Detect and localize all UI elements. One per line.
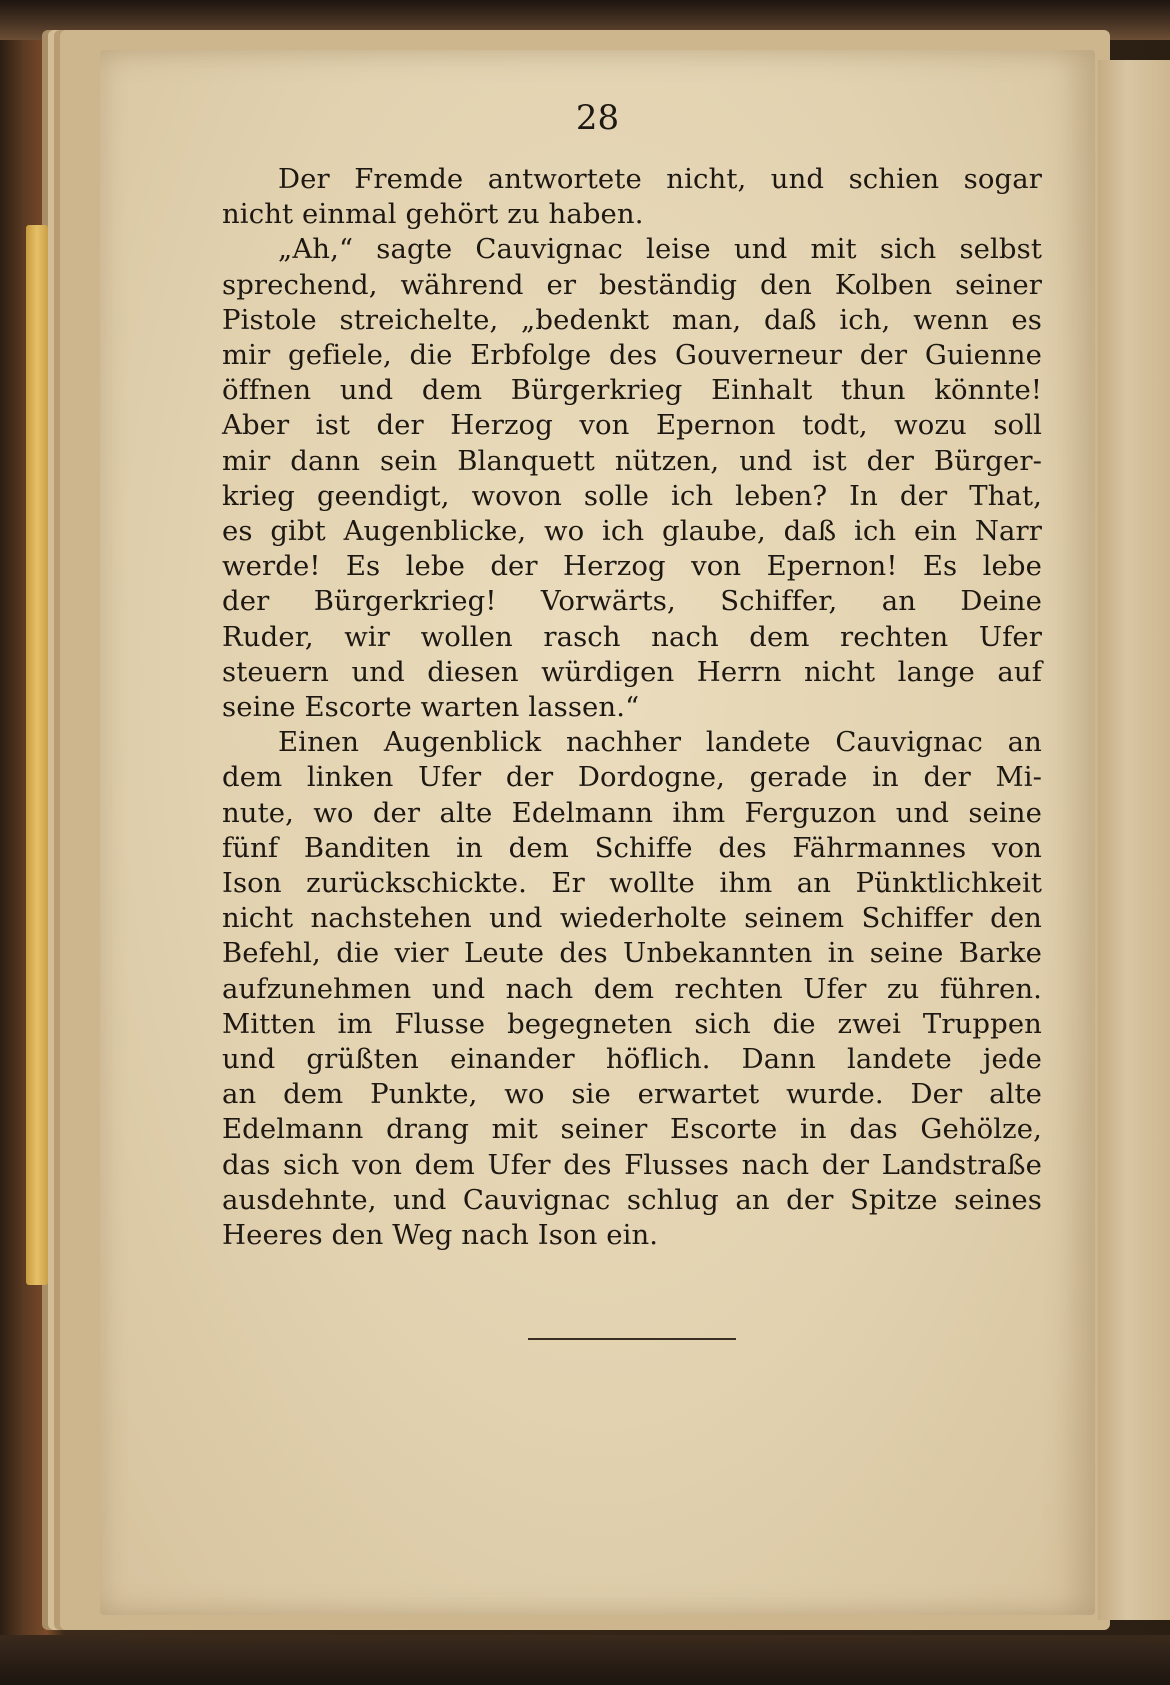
text-line: der Bürgerkrieg! Vorwärts, Schiffer, an Deine: [222, 585, 1042, 618]
text-line: Ruder, wir wollen rasch nach dem rechten Ufer: [222, 620, 1042, 653]
text-line: Pistole streichelte, „bedenkt man, daß ich, wenn es: [222, 303, 1042, 336]
text-line: nute, wo der alte Edelmann ihm Ferguzon und seine: [222, 796, 1042, 829]
text-line: das sich von dem Ufer des Flusses nach der Landstraße: [222, 1148, 1042, 1181]
text-line: nicht nachstehen und wiederholte seinem Schiffer den: [222, 902, 1042, 935]
text-line: Der Fremde antwortete nicht, und schien sogar: [278, 163, 1042, 195]
book-bottom-edge: [0, 1635, 1170, 1685]
text-line: sprechend, während er beständig den Kolben seiner: [222, 268, 1042, 301]
section-rule: [528, 1338, 736, 1340]
page-text: [222, 162, 1042, 1253]
text-line: öffnen und dem Bürgerkrieg Einhalt thun könnte!: [222, 374, 1042, 407]
text-line: es gibt Augenblicke, wo ich glaube, daß ich ein Narr: [222, 515, 1042, 548]
book-page: [100, 50, 1095, 1615]
page-number: 28: [575, 98, 620, 138]
text-line: fünf Banditen in dem Schiffe des Fährmannes von: [222, 831, 1042, 864]
text-line: Ison zurückschickte. Er wollte ihm an Pünktlichkeit: [222, 867, 1042, 900]
text-line: Aber ist der Herzog von Epernon todt, wozu soll: [222, 409, 1042, 442]
text-line: Befehl, die vier Leute des Unbekannten in seine Barke: [222, 937, 1042, 970]
text-line: steuern und diesen würdigen Herrn nicht lange auf: [222, 655, 1042, 688]
text-line: mir dann sein Blanquett nützen, und ist der Bürger-: [222, 444, 1042, 477]
bookmark-ribbon: [26, 225, 48, 1285]
text-line: ausdehnte, und Cauvignac schlug an der Spitze seines: [222, 1183, 1042, 1216]
text-line: krieg geendigt, wovon solle ich leben? In der That,: [222, 479, 1042, 512]
facing-page-edge: [1098, 60, 1170, 1620]
text-line: Edelmann drang mit seiner Escorte in das Gehölze,: [222, 1113, 1042, 1146]
text-line: „Ah,“ sagte Cauvignac leise und mit sich selbst: [278, 233, 1042, 266]
text-line: an dem Punkte, wo sie erwartet wurde. Der alte: [222, 1078, 1042, 1111]
text-line: und grüßten einander höflich. Dann landete jede: [222, 1043, 1042, 1076]
text-line: werde! Es lebe der Herzog von Epernon! Es lebe: [222, 550, 1042, 583]
text-line: seine Escorte warten lassen.“: [222, 691, 640, 724]
text-line: aufzunehmen und nach dem rechten Ufer zu führen.: [222, 972, 1042, 1005]
text-line: dem linken Ufer der Dordogne, gerade in der Mi-: [222, 761, 1042, 794]
text-line: Einen Augenblick nachher landete Cauvignac an: [278, 726, 1042, 759]
text-line: Mitten im Flusse begegneten sich die zwei Truppen: [222, 1007, 1042, 1040]
text-line: Heeres den Weg nach Ison ein.: [222, 1219, 659, 1252]
text-line: mir gefiele, die Erbfolge des Gouverneur der Guienne: [222, 339, 1042, 372]
text-line: nicht einmal gehört zu haben.: [222, 198, 644, 231]
